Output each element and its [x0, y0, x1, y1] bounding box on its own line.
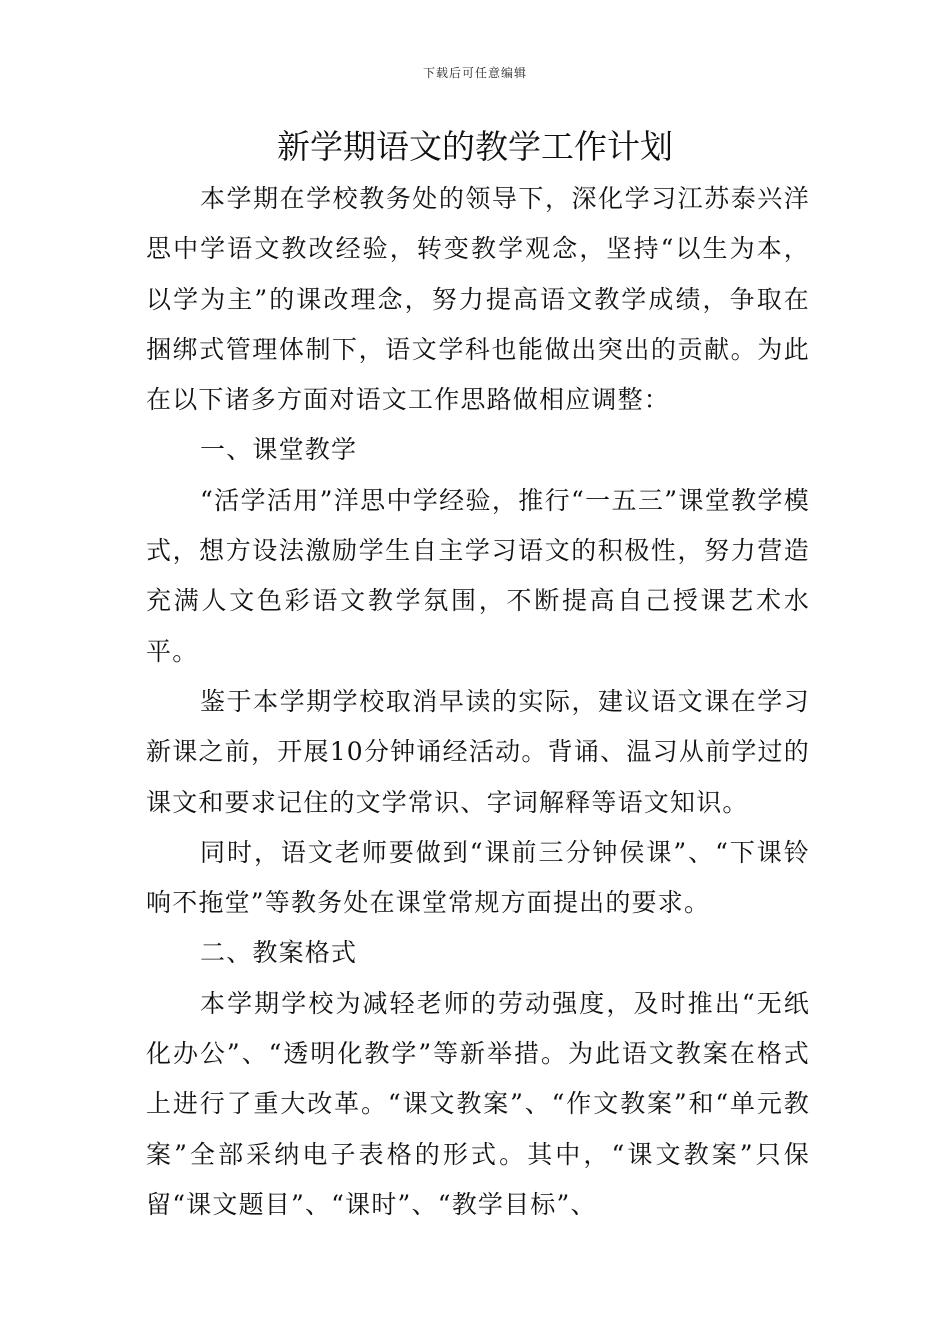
document-title: 新学期语文的教学工作计划 [277, 127, 673, 166]
header-note: 下载后可任意编辑 [422, 66, 527, 80]
paragraph-intro: 本学期在学校教务处的领导下，深化学习江苏泰兴洋思中学语文教改经验，转变教学观念，坚持“以生为本，以学为主”的课改理念，努力提高语文教学成绩，争取在捆绑式管理体制下，语文学科也能做出突出的贡献。为此在以下诸多方面对语文工作思路做相应调整： [146, 184, 810, 415]
paragraph-lesson-plan: 本学期学校为减轻老师的劳动强度，及时推出“无纸化办公”、“透明化教学”等新举措。为此语文教案在格式上进行了重大改革。“课文教案”、“作文教案”和“单元教案”全部采纳电子表格的形式。其中，“课文教案”只保留“课文题目”、“课时”、“教学目标”、 [146, 988, 810, 1219]
paragraph-teaching-model: “活学活用”洋思中学经验，推行“一五三”课堂教学模式，想方设法激励学生自主学习语文的积极性，努力营造充满人文色彩语文教学氛围，不断提高自己授课艺术水平。 [146, 485, 810, 666]
section-heading-classroom-teaching: 一、课堂教学 [200, 435, 358, 465]
section-heading-lesson-plan-format: 二、教案格式 [200, 938, 358, 968]
paragraph-class-rules: 同时，语文老师要做到“课前三分钟侯课”、“下课铃响不拖堂”等教务处在课堂常规方面提出的要求。 [146, 837, 810, 918]
document-body [146, 174, 810, 1230]
paragraph-recitation: 鉴于本学期学校取消早读的实际，建议语文课在学习新课之前，开展10分钟诵经活动。背诵、温习从前学过的课文和要求记住的文学常识、字词解释等语文知识。 [146, 686, 810, 817]
